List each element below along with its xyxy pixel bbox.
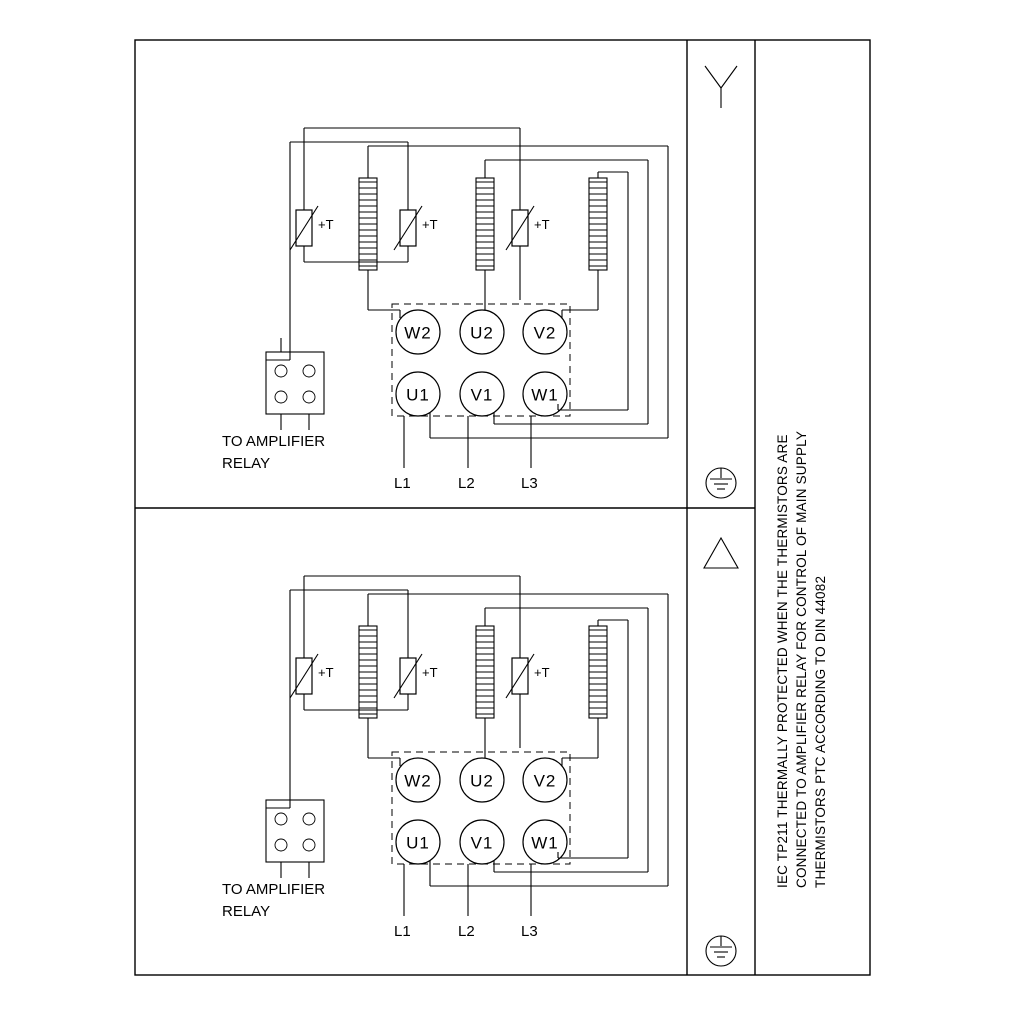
terminal-w2 xyxy=(396,758,440,802)
thermistor-2 xyxy=(394,196,422,262)
winding-coil-3 xyxy=(589,626,607,718)
thermistor-label-3: +T xyxy=(534,665,550,680)
thermistor-label-2: +T xyxy=(422,217,438,232)
supply-label-l2: L2 xyxy=(458,475,475,492)
winding-coil-2 xyxy=(476,626,494,718)
supply-label-l3: L3 xyxy=(521,923,538,940)
thermistor-label-1: +T xyxy=(318,217,334,232)
star-connection-icon xyxy=(705,66,737,108)
terminal-label: U1 xyxy=(406,833,430,853)
amplifier-terminal-box xyxy=(266,352,324,430)
amplifier-relay-label-line1: TO AMPLIFIER xyxy=(222,433,326,450)
delta-connection-icon xyxy=(704,538,738,568)
panel-delta xyxy=(222,538,738,966)
terminal-w2 xyxy=(396,310,440,354)
supply-label-l3: L3 xyxy=(521,475,538,492)
terminal-u2 xyxy=(460,310,504,354)
terminal-u2 xyxy=(460,758,504,802)
terminal-v1 xyxy=(460,372,504,416)
thermistor-1 xyxy=(290,644,318,710)
winding-coil-1 xyxy=(359,626,377,718)
thermistor-2 xyxy=(394,644,422,710)
terminal-w1 xyxy=(523,820,567,864)
terminal-label: W2 xyxy=(404,771,432,791)
amplifier-relay-label-line2: RELAY xyxy=(222,903,271,920)
terminal-label: V1 xyxy=(470,833,494,853)
winding-coil-2 xyxy=(476,178,494,270)
panel-star xyxy=(222,66,737,498)
terminal-v2 xyxy=(523,310,567,354)
winding-coil-3 xyxy=(589,178,607,270)
thermistor-label-3: +T xyxy=(534,217,550,232)
note-line-2: CONNECTED TO AMPLIFIER RELAY FOR CONTROL OF MAIN SUPPLY xyxy=(794,430,809,888)
terminal-label: U1 xyxy=(406,385,430,405)
thermistor-label-1: +T xyxy=(318,665,334,680)
thermistor-1 xyxy=(290,196,318,262)
note-line-1: IEC TP211 THERMALLY PROTECTED WHEN THE THERMISTORS ARE xyxy=(775,434,790,888)
note-line-3: THERMISTORS PTC ACCORDING TO DIN 44082 xyxy=(813,575,828,888)
terminal-label: W2 xyxy=(404,323,432,343)
amplifier-relay-label-line1: TO AMPLIFIER xyxy=(222,881,326,898)
terminal-label: W1 xyxy=(531,833,559,853)
amplifier-relay-label-line2: RELAY xyxy=(222,455,271,472)
terminal-w1 xyxy=(523,372,567,416)
terminal-label: V2 xyxy=(533,323,557,343)
earth-ground-icon xyxy=(706,468,736,498)
thermistor-label-2: +T xyxy=(422,665,438,680)
supply-label-l2: L2 xyxy=(458,923,475,940)
amplifier-terminal-box xyxy=(266,800,324,878)
supply-label-l1: L1 xyxy=(394,923,411,940)
terminal-label: U2 xyxy=(470,771,494,791)
winding-coil-1 xyxy=(359,178,377,270)
terminal-label: U2 xyxy=(470,323,494,343)
terminal-v1 xyxy=(460,820,504,864)
supply-label-l1: L1 xyxy=(394,475,411,492)
thermistor-3 xyxy=(506,644,534,710)
earth-ground-icon xyxy=(706,936,736,966)
terminal-v2 xyxy=(523,758,567,802)
note-block xyxy=(775,431,828,888)
terminal-label: V2 xyxy=(533,771,557,791)
terminal-label: W1 xyxy=(531,385,559,405)
thermistor-3 xyxy=(506,196,534,262)
terminal-u1 xyxy=(396,820,440,864)
terminal-u1 xyxy=(396,372,440,416)
terminal-label: V1 xyxy=(470,385,494,405)
